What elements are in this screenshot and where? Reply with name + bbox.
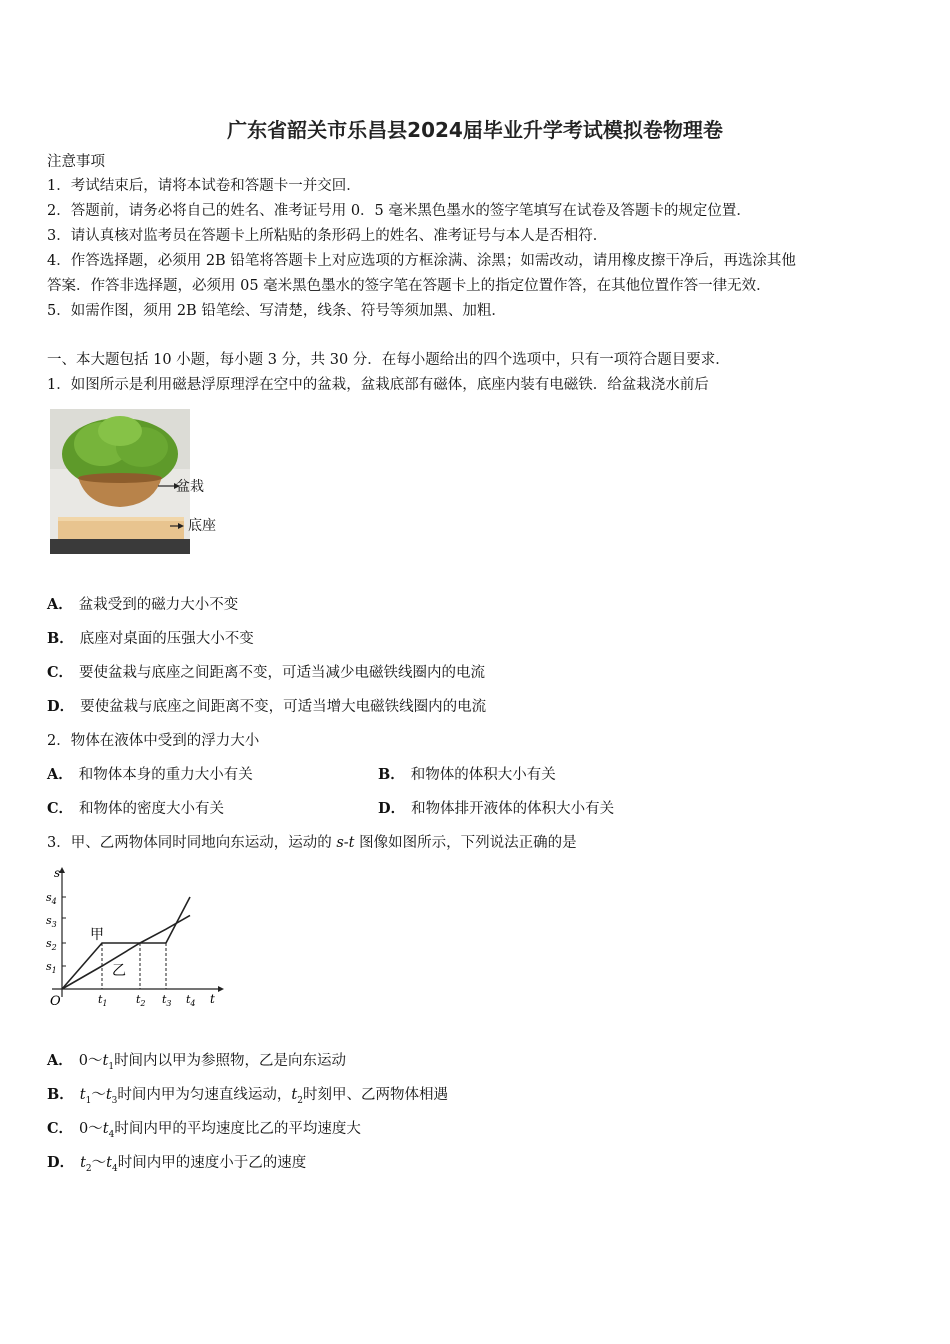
notice-heading: 注意事项 [47, 154, 105, 170]
q1-option-c: C． 要使盆栽与底座之间距离不变，可适当减少电磁铁线圈内的电流 [47, 664, 486, 681]
notice-4-cont: 答案．作答非选择题，必须用 05 毫米黑色墨水的签字笔在答题卡上的指定位置作答，在其他位置作答一律无效． [47, 278, 771, 294]
x-axis-label: t [210, 992, 215, 1006]
page-title: 广东省韶关市乐昌县2024届毕业升学考试模拟卷物理卷 [227, 118, 723, 142]
notice-1: 1．考试结束后，请将本试卷和答题卡一并交回． [47, 178, 361, 194]
y-tick-label-s1: $s_1$ [46, 960, 57, 975]
origin-label: O [50, 994, 61, 1009]
pot-label: 盆栽 [176, 479, 204, 495]
series-label-yi: 乙 [112, 963, 126, 979]
base-label: 底座 [188, 518, 216, 534]
question-3-stem: 3．甲、乙两物体同时同地向东运动，运动的 s-t 图像如图所示，下列说法正确的是 [47, 835, 577, 851]
series-line-jia [62, 897, 190, 989]
x-tick-label-t4: $t_4$ [186, 993, 196, 1008]
notice-2: 2．答题前，请务必将自己的姓名、准考证号用 0．5 毫米黑色墨水的签字笔填写在试卷及答题卡的规定位置． [47, 203, 751, 219]
q2-option-d: D． 和物体排开液体的体积大小有关 [378, 800, 615, 817]
y-axis-label: s [54, 866, 61, 880]
section-1-heading: 一、本大题包括 10 小题，每小题 3 分，共 30 分．在每小题给出的四个选项中，只有一项符合题目要求． [47, 352, 730, 368]
q3-option-c: C． $0\sim t_4$时间内甲的平均速度比乙的平均速度大 [47, 1120, 361, 1140]
q3-option-b: B． $t_1\sim t_3$时间内甲为匀速直线运动，$t_2$时刻甲、乙两物体相遇 [47, 1086, 448, 1106]
notice-5: 5．如需作图，须用 2B 铅笔绘、写清楚，线条、符号等须加黑、加粗． [47, 303, 506, 319]
y-tick-label-s3: $s_3$ [46, 914, 57, 929]
question-2-stem: 2．物体在液体中受到的浮力大小 [47, 733, 260, 749]
x-tick-label-t3: $t_3$ [162, 993, 172, 1008]
q2-option-c: C． 和物体的密度大小有关 [47, 800, 225, 817]
y-tick-label-s4: $s_4$ [46, 891, 57, 906]
q3-option-d: D． $t_2\sim t_4$时间内甲的速度小于乙的速度 [47, 1154, 307, 1174]
y-tick-label-s2: $s_2$ [46, 937, 57, 952]
question-1-stem: 1．如图所示是利用磁悬浮原理浮在空中的盆栽，盆栽底部有磁体，底座内装有电磁铁．给盆栽浇水前后 [47, 377, 709, 393]
q3-option-a: A． $0\sim t_1$时间内以甲为参照物，乙是向东运动 [47, 1052, 347, 1072]
q1-option-a: A． 盆栽受到的磁力大小不变 [47, 596, 239, 613]
q2-option-b: B． 和物体的体积大小有关 [378, 766, 556, 783]
x-tick-label-t1: $t_1$ [98, 993, 108, 1008]
maglev-pot-image [50, 409, 190, 554]
q1-option-b: B． 底座对桌面的压强大小不变 [47, 630, 254, 647]
notice-4: 4．作答选择题，必须用 2B 铅笔将答题卡上对应选项的方框涂满、涂黑；如需改动，请用橡皮擦干净后，再选涂其他 [47, 253, 796, 269]
q2-option-a: A． 和物体本身的重力大小有关 [47, 766, 253, 783]
series-line-yi [62, 915, 190, 989]
s-t-graph [40, 865, 225, 1013]
x-tick-label-t2: $t_2$ [136, 993, 146, 1008]
series-label-jia: 甲 [90, 927, 104, 943]
x-axis-arrow [218, 986, 224, 992]
notice-3: 3．请认真核对监考员在答题卡上所粘贴的条形码上的姓名、准考证号与本人是否相符． [47, 228, 608, 244]
q1-option-d: D． 要使盆栽与底座之间距离不变，可适当增大电磁铁线圈内的电流 [47, 698, 487, 715]
